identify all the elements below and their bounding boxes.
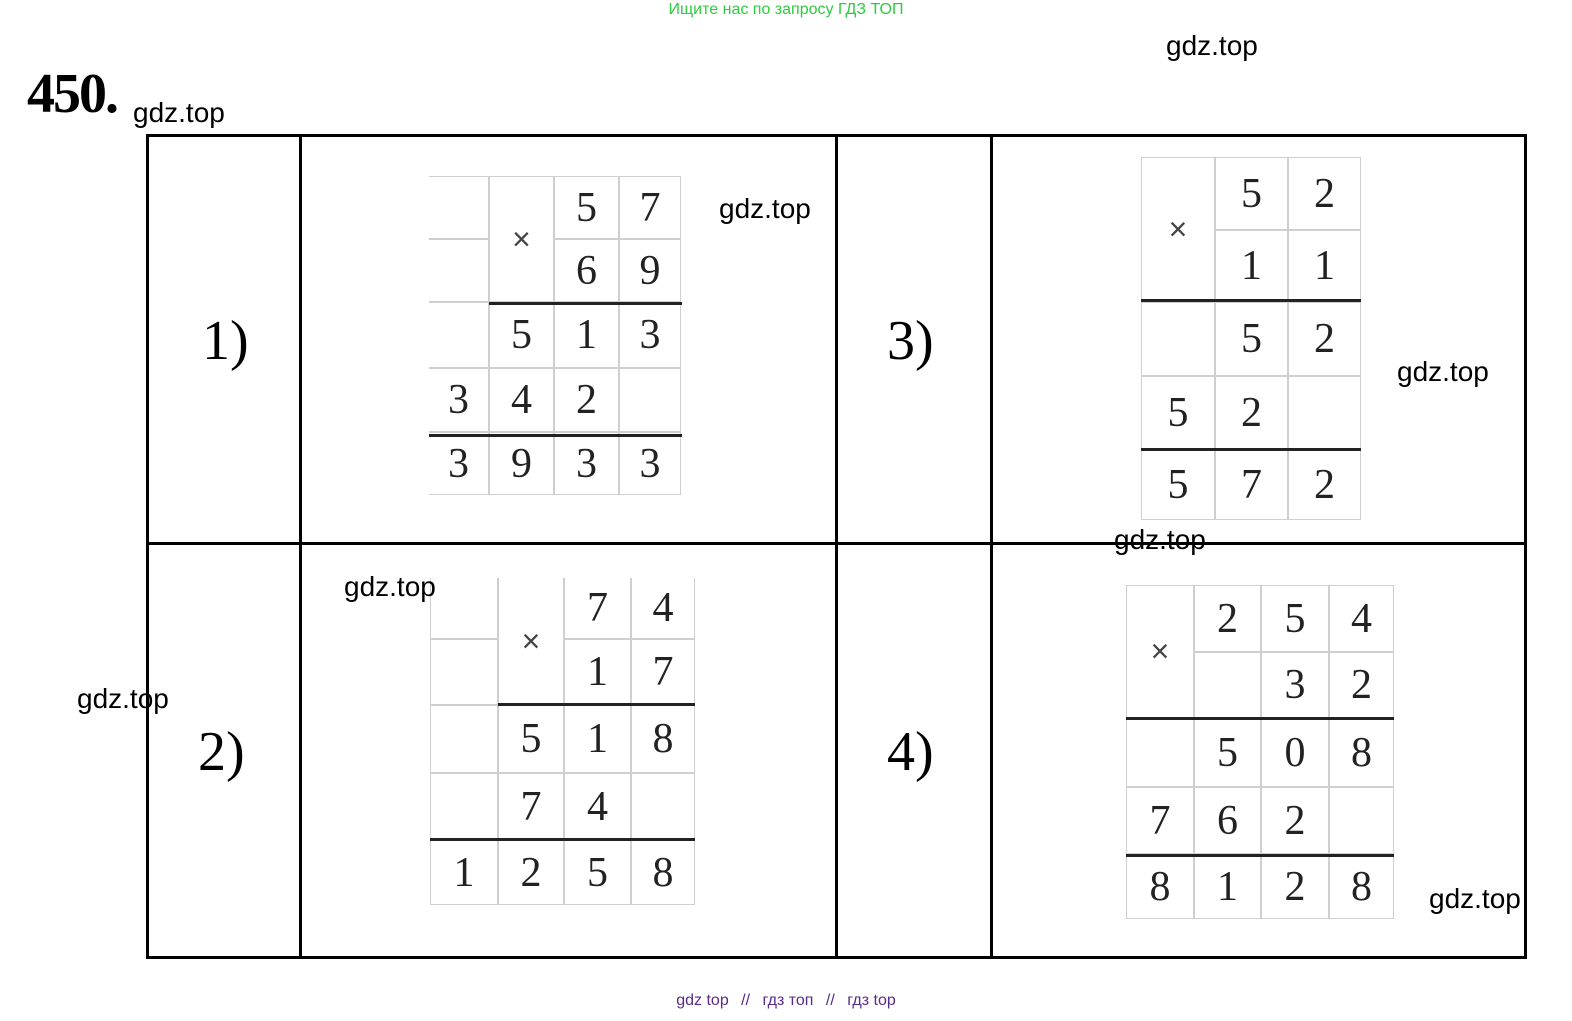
grid-cell <box>430 639 498 705</box>
grid-cell: 5 <box>1141 450 1215 520</box>
grid-cell: 8 <box>631 705 695 773</box>
grid-cell: 4 <box>1329 585 1394 652</box>
grid-cell <box>619 368 681 432</box>
underline-rule <box>489 302 682 305</box>
grid-cell: 5 <box>1261 585 1329 652</box>
underline-rule <box>498 703 695 706</box>
grid-cell: 6 <box>554 239 619 302</box>
grid-cell <box>1329 787 1394 854</box>
label-1: 1) <box>202 310 249 372</box>
grid-cell <box>1194 652 1261 718</box>
grid-cell: 1 <box>554 302 619 368</box>
times-sign: × <box>489 176 554 302</box>
grid-cell: 2 <box>554 368 619 432</box>
grid-cell: 2 <box>1215 376 1288 450</box>
top-banner[interactable]: Ищите нас по запросу ГДЗ ТОП <box>668 1 904 18</box>
grid-cell: 7 <box>564 578 631 639</box>
grid-cell: 2 <box>1288 302 1361 376</box>
grid-cell <box>429 176 489 239</box>
grid-cell: 2 <box>1261 787 1329 854</box>
grid-cell: 1 <box>1194 854 1261 919</box>
grid-cell: 5 <box>1141 376 1215 450</box>
grid-cell: 4 <box>489 368 554 432</box>
footer-link-gdz-top[interactable]: gdz top <box>676 992 729 1009</box>
grid-cell: 4 <box>631 578 695 639</box>
grid-cell: 1 <box>564 639 631 705</box>
grid-cell: 0 <box>1261 718 1329 787</box>
grid-cell: 3 <box>619 302 681 368</box>
label-2: 2) <box>198 721 245 783</box>
footer-link-gdz-top-mixed[interactable]: гдз top <box>847 992 896 1009</box>
grid-cell: 1 <box>1215 230 1288 302</box>
grid-cell: 3 <box>554 432 619 495</box>
grid-cell: 6 <box>1194 787 1261 854</box>
watermark: gdz.top <box>77 683 169 714</box>
grid-cell: 2 <box>498 840 564 905</box>
grid-cell: 2 <box>1194 585 1261 652</box>
footer-separator: // <box>741 992 751 1009</box>
underline-rule <box>430 838 695 841</box>
grid-cell <box>1288 376 1361 450</box>
watermark: gdz.top <box>1114 524 1206 555</box>
watermark: gdz.top <box>344 571 436 602</box>
grid-cell <box>1141 302 1215 376</box>
grid-cell: 5 <box>554 176 619 239</box>
grid-cell <box>429 302 489 368</box>
grid-cell: 7 <box>631 639 695 705</box>
column-divider <box>990 137 993 956</box>
grid-cell: 5 <box>498 705 564 773</box>
footer-links <box>0 992 1572 1010</box>
watermark: gdz.top <box>1397 356 1489 387</box>
underline-rule <box>429 434 682 437</box>
watermark: gdz.top <box>1166 30 1258 61</box>
grid-cell: 2 <box>1261 854 1329 919</box>
grid-cell: 8 <box>631 840 695 905</box>
grid-cell: 7 <box>498 773 564 840</box>
grid-cell: 4 <box>564 773 631 840</box>
watermark: gdz.top <box>133 97 225 128</box>
grid-cell: 8 <box>1329 718 1394 787</box>
label-3: 3) <box>887 310 934 372</box>
times-sign: × <box>1141 157 1215 302</box>
underline-rule <box>1126 717 1394 720</box>
times-sign: × <box>1126 585 1194 718</box>
grid-cell: 9 <box>489 432 554 495</box>
times-sign: × <box>498 578 564 705</box>
row-divider <box>149 542 1524 545</box>
grid-cell: 5 <box>1194 718 1261 787</box>
grid-cell: 3 <box>429 432 489 495</box>
multiplication-grid-4 <box>1126 585 1394 919</box>
multiplication-grid-2 <box>430 578 695 905</box>
grid-cell: 5 <box>1215 302 1288 376</box>
grid-cell <box>1126 718 1194 787</box>
underline-rule <box>1126 854 1394 857</box>
underline-rule <box>1141 299 1361 302</box>
grid-cell: 7 <box>1215 450 1288 520</box>
grid-cell <box>430 705 498 773</box>
watermark: gdz.top <box>1429 883 1521 914</box>
column-divider <box>835 137 838 956</box>
grid-cell <box>430 578 498 639</box>
grid-cell: 3 <box>619 432 681 495</box>
multiplication-grid-3 <box>1141 157 1361 520</box>
grid-cell: 7 <box>1126 787 1194 854</box>
grid-cell: 2 <box>1329 652 1394 718</box>
multiplication-grid-1 <box>429 176 681 495</box>
grid-cell: 5 <box>1215 157 1288 230</box>
grid-cell <box>429 239 489 302</box>
grid-cell: 1 <box>564 705 631 773</box>
footer-separator: // <box>825 992 835 1009</box>
grid-cell <box>631 773 695 840</box>
grid-cell: 5 <box>564 840 631 905</box>
underline-rule <box>1141 448 1361 451</box>
grid-cell: 8 <box>1126 854 1194 919</box>
grid-cell: 2 <box>1288 450 1361 520</box>
grid-cell: 3 <box>429 368 489 432</box>
exercise-number: 450. <box>27 63 117 125</box>
grid-cell: 8 <box>1329 854 1394 919</box>
label-4: 4) <box>887 721 934 783</box>
watermark: gdz.top <box>719 193 811 224</box>
grid-cell: 9 <box>619 239 681 302</box>
grid-cell: 1 <box>430 840 498 905</box>
grid-cell: 1 <box>1288 230 1361 302</box>
column-divider <box>299 137 302 956</box>
grid-cell: 2 <box>1288 157 1361 230</box>
grid-cell: 3 <box>1261 652 1329 718</box>
footer-link-gdz-top-ru[interactable]: гдз топ <box>762 992 814 1009</box>
grid-cell: 5 <box>489 302 554 368</box>
grid-cell: 7 <box>619 176 681 239</box>
grid-cell <box>430 773 498 840</box>
